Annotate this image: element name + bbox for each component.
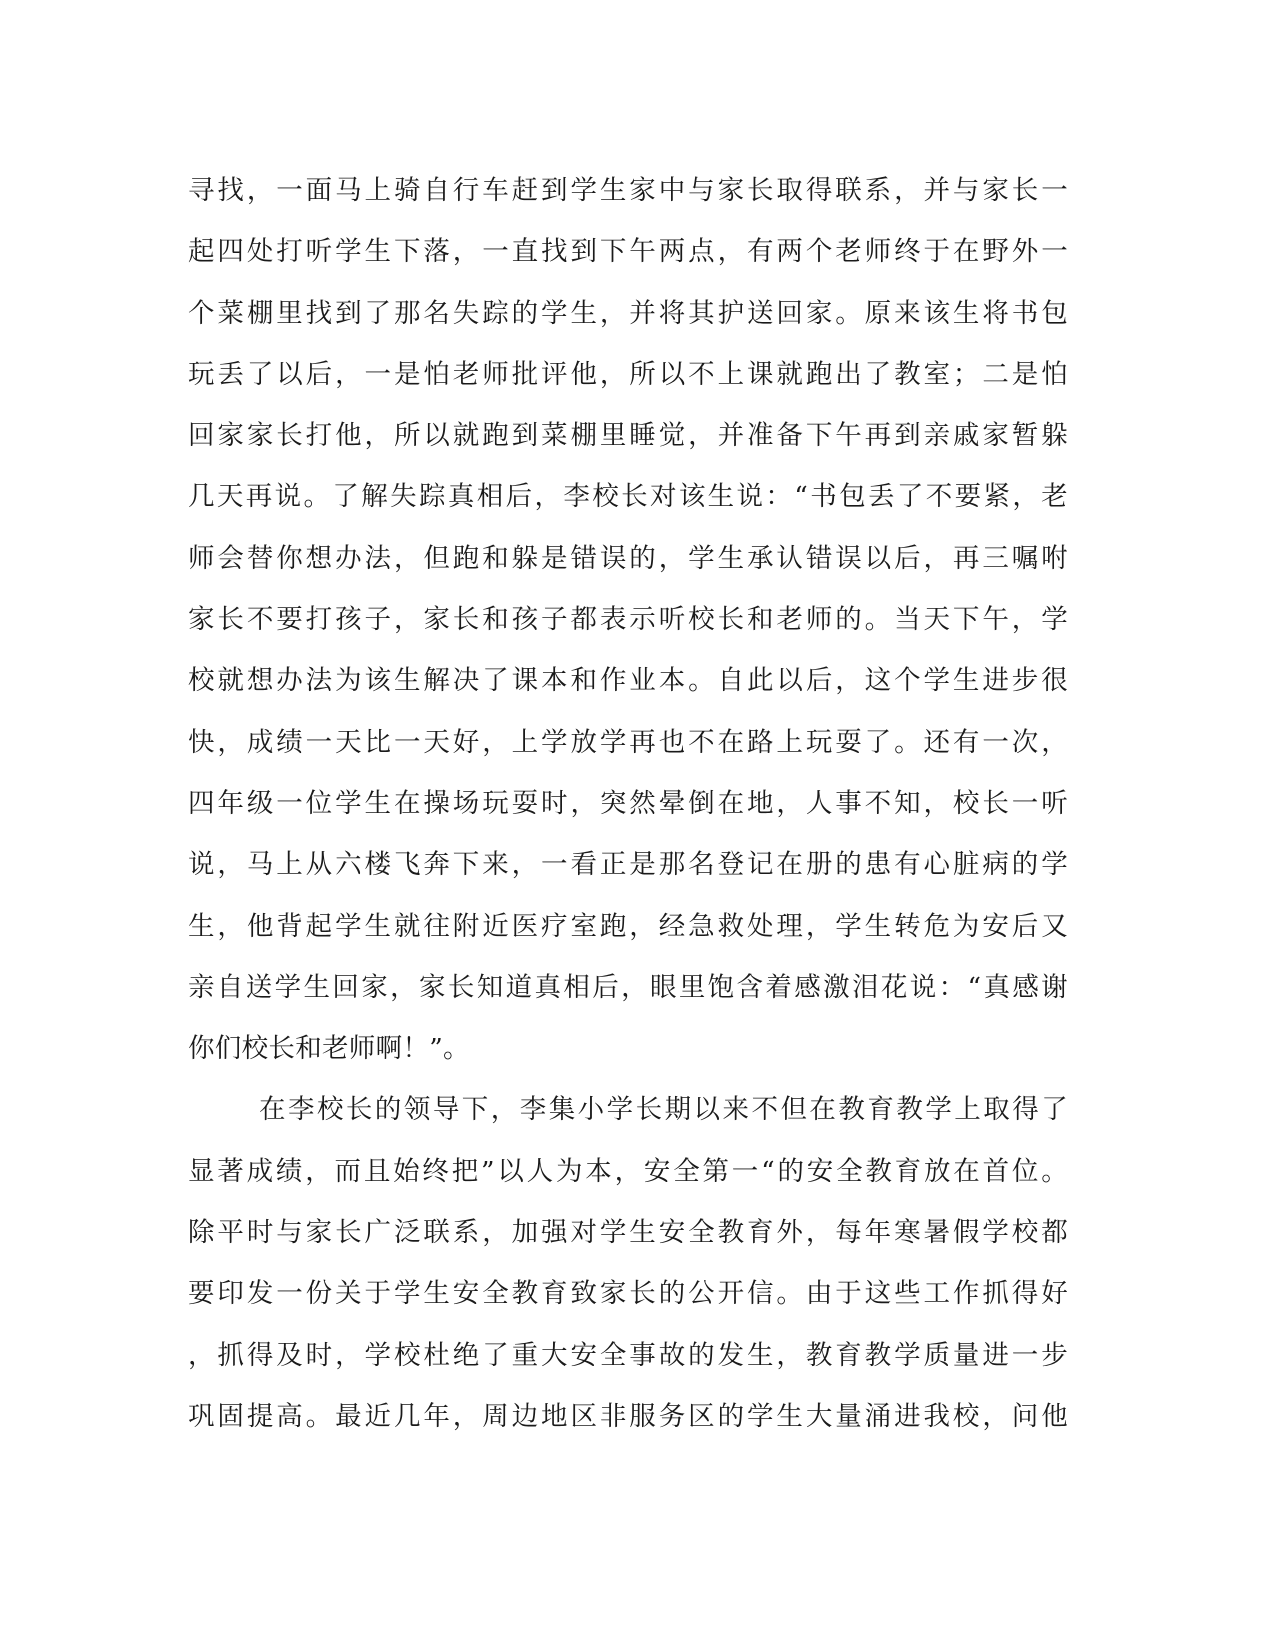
text-line: 玩丢了以后，一是怕老师批评他，所以不上课就跑出了教室；二是怕: [188, 358, 1068, 390]
text-line: 巩固提高。最近几年，周边地区非服务区的学生大量涌进我校，问他: [188, 1400, 1068, 1432]
text-line: 师会替你想办法，但跑和躲是错误的，学生承认错误以后，再三嘱咐: [188, 542, 1068, 574]
text-line: 校就想办法为该生解决了课本和作业本。自此以后，这个学生进步很: [188, 665, 1068, 697]
text-line: 除平时与家长广泛联系，加强对学生安全教育外，每年寒暑假学校都: [188, 1217, 1068, 1249]
document-body: [188, 160, 1068, 1447]
text-line: 要印发一份关于学生安全教育致家长的公开信。由于这些工作抓得好: [188, 1278, 1068, 1310]
text-line: 寻找，一面马上骑自行车赶到学生家中与家长取得联系，并与家长一: [188, 175, 1068, 206]
text-line: 几天再说。了解失踪真相后，李校长对该生说：“书包丢了不要紧，老: [188, 481, 1068, 513]
text-line: 家长不要打孩子，家长和孩子都表示听校长和老师的。当天下午，学: [188, 604, 1068, 636]
text-line: 个菜棚里找到了那名失踪的学生，并将其护送回家。原来该生将书包: [188, 297, 1068, 329]
text-line: 显著成绩，而且始终把”以人为本，安全第一“的安全教育放在首位。: [188, 1155, 1068, 1187]
text-line: 四年级一位学生在操场玩耍时，突然晕倒在地，人事不知，校长一听: [188, 787, 1068, 819]
text-line: ，抓得及时，学校杜绝了重大安全事故的发生，教育教学质量进一步: [188, 1339, 1068, 1371]
text-line: 说，马上从六楼飞奔下来，一看正是那名登记在册的患有心脏病的学: [188, 849, 1068, 881]
text-line: 亲自送学生回家，家长知道真相后，眼里饱含着感激泪花说：“真感谢: [188, 971, 1068, 1003]
text-line: 生，他背起学生就往附近医疗室跑，经急救处理，学生转危为安后又: [188, 910, 1068, 942]
text-line: 回家家长打他，所以就跑到菜棚里睡觉，并准备下午再到亲戚家暂躲: [188, 420, 1068, 452]
text-line: 快，成绩一天比一天好，上学放学再也不在路上玩耍了。还有一次，: [188, 726, 1068, 758]
text-line: 起四处打听学生下落，一直找到下午两点，有两个老师终于在野外一: [188, 236, 1068, 268]
text-line: 你们校长和老师啊！”。: [188, 1033, 470, 1065]
paragraph-start-line: 在李校长的领导下，李集小学长期以来不但在教育教学上取得了: [259, 1094, 1068, 1126]
